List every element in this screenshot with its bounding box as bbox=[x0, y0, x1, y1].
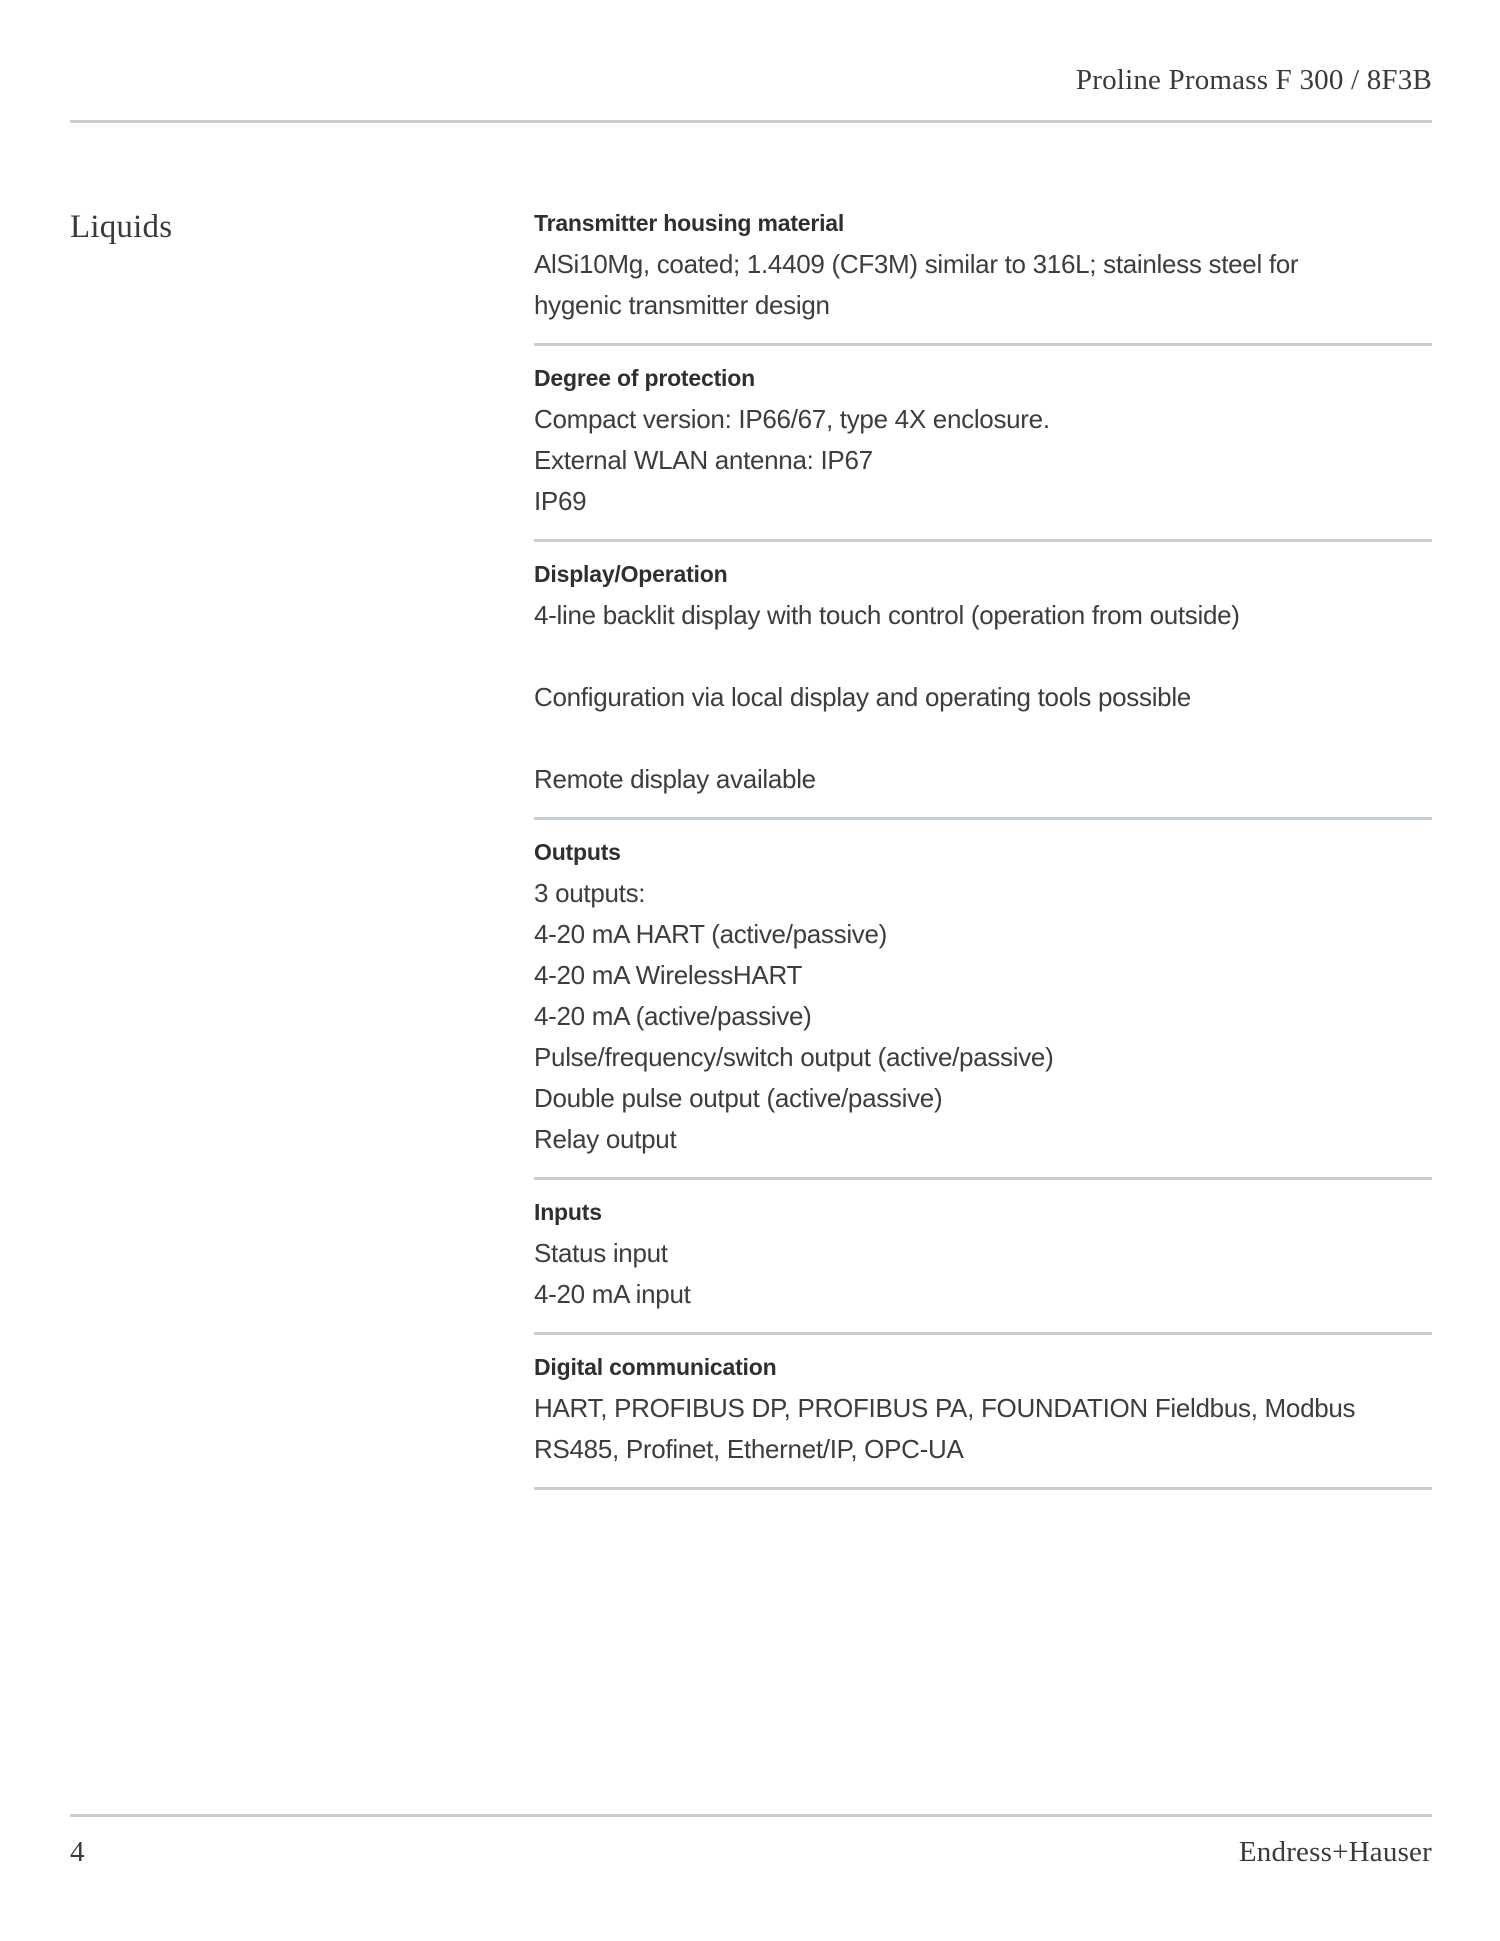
section-outputs bbox=[534, 820, 1432, 1180]
spec-line: 4-line backlit display with touch control (operation from outside) bbox=[534, 600, 1240, 630]
spec-line-blank bbox=[534, 718, 1432, 759]
spec-table-row bbox=[70, 203, 1432, 1490]
company-name: Endress+Hauser bbox=[1238, 1836, 1432, 1868]
section-divider bbox=[534, 1487, 1432, 1490]
spec-line: RS485, Profinet, Ethernet/IP, OPC-UA bbox=[534, 1434, 964, 1464]
spec-line: AlSi10Mg, coated; 1.4409 (CF3M) similar to 316L; stainless steel for bbox=[534, 249, 1299, 279]
section-heading: Digital communication bbox=[534, 1354, 777, 1380]
spec-line: Relay output bbox=[534, 1124, 677, 1154]
spec-line: 4-20 mA input bbox=[534, 1279, 691, 1309]
section-transmitter-housing-material bbox=[534, 203, 1432, 346]
spec-line: 4-20 mA HART (active/passive) bbox=[534, 919, 888, 949]
spec-line-blank bbox=[534, 636, 1432, 677]
section-digital-communication bbox=[534, 1335, 1432, 1490]
spec-line: Remote display available bbox=[534, 764, 816, 794]
row-label-liquids: Liquids bbox=[70, 209, 173, 245]
spec-line: External WLAN antenna: IP67 bbox=[534, 445, 873, 475]
header-rule bbox=[70, 120, 1432, 123]
spec-line: Compact version: IP66/67, type 4X enclosure. bbox=[534, 404, 1050, 434]
section-heading: Transmitter housing material bbox=[534, 210, 845, 236]
section-display-operation bbox=[534, 542, 1432, 820]
spec-content-column bbox=[534, 203, 1432, 1490]
spec-line: 4-20 mA WirelessHART bbox=[534, 960, 803, 990]
page-number: 4 bbox=[70, 1836, 85, 1868]
section-heading: Degree of protection bbox=[534, 365, 755, 391]
spec-line: 4-20 mA (active/passive) bbox=[534, 1001, 812, 1031]
spec-line: HART, PROFIBUS DP, PROFIBUS PA, FOUNDATION Fieldbus, Modbus bbox=[534, 1393, 1356, 1423]
section-heading: Display/Operation bbox=[534, 561, 728, 587]
section-inputs bbox=[534, 1180, 1432, 1335]
spec-line: 3 outputs: bbox=[534, 878, 646, 908]
document-title: Proline Promass F 300 / 8F3B bbox=[1075, 64, 1432, 96]
section-heading: Outputs bbox=[534, 839, 621, 865]
spec-line: IP69 bbox=[534, 486, 587, 516]
section-heading: Inputs bbox=[534, 1199, 602, 1225]
footer-rule bbox=[70, 1814, 1432, 1817]
spec-line: Configuration via local display and operating tools possible bbox=[534, 682, 1191, 712]
section-degree-of-protection bbox=[534, 346, 1432, 542]
spec-line: Status input bbox=[534, 1238, 668, 1268]
spec-line: Pulse/frequency/switch output (active/passive) bbox=[534, 1042, 1054, 1072]
spec-line: Double pulse output (active/passive) bbox=[534, 1083, 943, 1113]
spec-line: hygenic transmitter design bbox=[534, 290, 830, 320]
